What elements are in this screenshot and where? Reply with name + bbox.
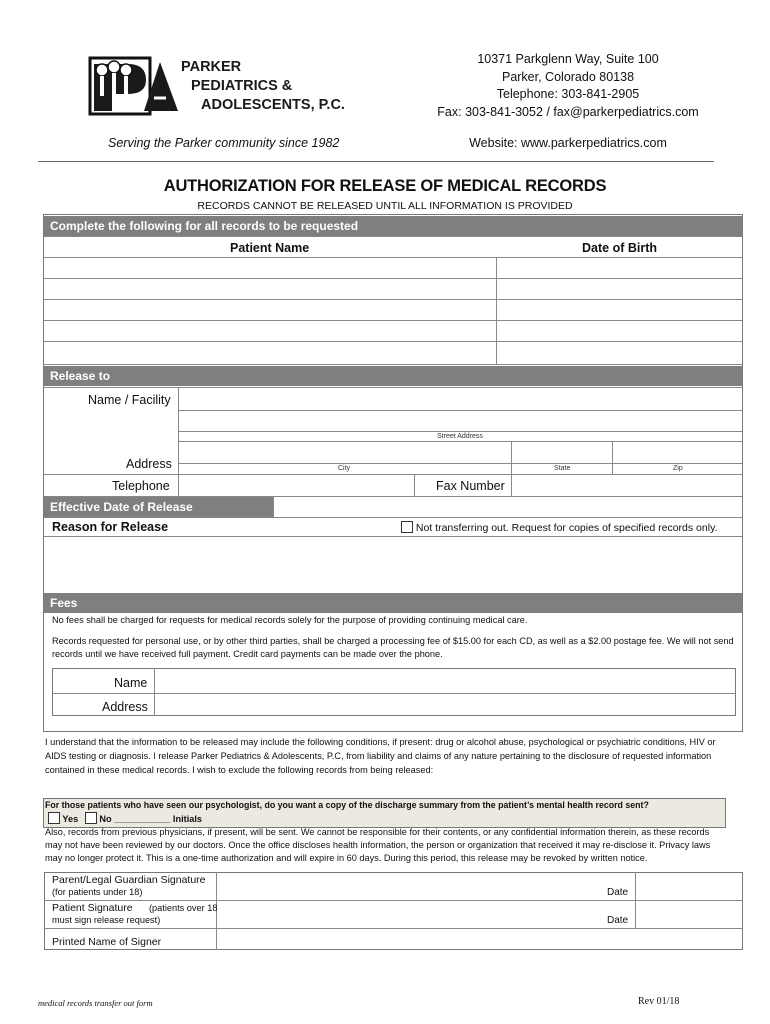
printed-name-label: Printed Name of Signer: [52, 936, 162, 948]
consent-text: contained in these medical records. I wish to exclude the following records from being released:: [45, 765, 434, 775]
state-label: State: [554, 465, 571, 472]
divider: [52, 693, 736, 694]
fees-text: No fees shall be charged for requests for medical records solely for the purpose of providing continuing medical care.: [52, 615, 528, 625]
street-address-label: Street Address: [437, 433, 483, 440]
divider: [44, 387, 742, 388]
effective-date-field[interactable]: [275, 498, 740, 516]
zip-label: Zip: [673, 465, 683, 472]
divider: [44, 928, 743, 929]
divider: [178, 441, 742, 442]
previous-records-text: may no longer protect it. This is a one-time authorization and will expire in 60 days. During this period, this release may be revoked by written notice.: [45, 853, 648, 863]
initials-label: ___________ Initials: [114, 814, 203, 824]
fees-band: Fees: [44, 593, 742, 613]
yes-label: Yes: [62, 814, 79, 824]
consent-text: I understand that the information to be released may include the following conditions, if present: drug or alcohol abuse, psychological or psychiatric conditions, HIV or: [45, 737, 716, 747]
tagline: Serving the Parker community since 1982: [108, 136, 340, 150]
yes-checkbox[interactable]: [48, 812, 60, 824]
consent-text: AIDS testing or diagnosis. I release Parker Pediatrics & Adolescents, P.C, from liability and claims of any nature pertaining to the disclosure of requested information: [45, 751, 712, 761]
divider: [44, 341, 742, 342]
fees-text: Records requested for personal use, or by other third parties, shall be charged a processing fee of $15.00 for each CD, as well as a $2.00 postage fee. We will not send: [52, 636, 734, 646]
effective-date-band: Effective Date of Release: [44, 497, 273, 517]
website: Website: www.parkerpediatrics.com: [469, 136, 667, 150]
city-field[interactable]: [180, 443, 509, 462]
divider: [44, 900, 743, 901]
patient-signature-label: Patient Signature: [52, 902, 133, 914]
logo-line: PEDIATRICS &: [191, 78, 293, 94]
patient-date-field[interactable]: [637, 902, 741, 927]
divider: [44, 364, 742, 365]
guardian-signature-field[interactable]: [218, 874, 598, 899]
printed-name-field[interactable]: [218, 930, 741, 949]
exclude-records-field[interactable]: [45, 778, 725, 796]
header-divider: [38, 161, 714, 162]
address-line: Parker, Colorado 80138: [501, 69, 635, 84]
telephone-label: Telephone: [112, 479, 170, 493]
fax: Fax: 303-841-3052 / fax@parkerpediatrics.com: [437, 104, 699, 119]
footer-form-name: medical records transfer out form: [38, 998, 153, 1008]
previous-records-text: Also, records from previous physicians, if present, will be sent. We cannot be responsible for their contents, or any confidential information therein, as these records: [45, 827, 710, 837]
divider: [44, 517, 742, 518]
release-to-band: Release to: [44, 366, 742, 386]
divider: [44, 278, 742, 279]
patient-name-header: Patient Name: [230, 241, 310, 255]
psych-answer-row: [48, 812, 202, 824]
address-label: Address: [126, 457, 172, 471]
psychologist-question: For those patients who have seen our psychologist, do you want a copy of the discharge summary from the patient’s mental health record sent?: [45, 800, 649, 810]
address-line: 10371 Parkglenn Way, Suite 100: [477, 52, 659, 66]
patient-signature-field[interactable]: [218, 902, 598, 927]
divider: [44, 236, 742, 237]
divider: [44, 474, 742, 475]
contact-block: [420, 51, 716, 121]
column-divider: [273, 497, 274, 517]
patient-name-field[interactable]: [46, 259, 494, 277]
patient-note: (patients over 18: [149, 903, 218, 913]
previous-records-text: may not have been reviewed by our doctors. Once the office discloses health information, the person or organization that received it may re-disclose it. Privacy laws: [45, 840, 711, 850]
reason-field[interactable]: [46, 538, 740, 591]
name-facility-field[interactable]: [180, 389, 740, 409]
divider: [178, 410, 742, 411]
telephone: Telephone: 303-841-2905: [496, 87, 640, 101]
payer-address-label: Address: [102, 700, 148, 714]
no-checkbox[interactable]: [85, 812, 97, 824]
state-field[interactable]: [513, 443, 610, 462]
column-divider: [496, 257, 497, 364]
payer-name-label: Name: [114, 676, 148, 690]
guardian-date-field[interactable]: [637, 874, 741, 899]
name-facility-label: Name / Facility: [88, 393, 171, 407]
divider: [178, 463, 742, 464]
parker-pediatrics-logo-icon: [88, 56, 180, 116]
column-divider: [511, 441, 512, 474]
column-divider: [511, 474, 512, 497]
column-divider: [612, 441, 613, 474]
telephone-field[interactable]: [180, 476, 412, 496]
divider: [44, 257, 742, 258]
street-address-field[interactable]: [180, 412, 740, 430]
logo-line: PARKER: [181, 59, 242, 75]
dob-field[interactable]: [498, 259, 740, 277]
divider: [44, 536, 742, 537]
patient-note: must sign release request): [52, 915, 161, 925]
dob-header: Date of Birth: [582, 241, 657, 255]
no-label: No: [99, 814, 112, 824]
column-divider: [178, 387, 179, 497]
fax-number-field[interactable]: [513, 476, 740, 496]
date-label: Date: [607, 915, 629, 926]
column-divider: [414, 474, 415, 497]
reason-label: Reason for Release: [52, 520, 169, 534]
records-band: Complete the following for all records to be requested: [44, 216, 742, 236]
logo-line: ADOLESCENTS, P.C.: [201, 97, 345, 113]
form-subtitle: RECORDS CANNOT BE RELEASED UNTIL ALL INFORMATION IS PROVIDED: [197, 200, 573, 212]
divider: [44, 299, 742, 300]
not-transferring-option[interactable]: [401, 521, 717, 534]
payer-name-field[interactable]: [156, 670, 734, 692]
not-transferring-checkbox[interactable]: [401, 521, 413, 533]
not-transferring-label: Not transferring out. Request for copies of specified records only.: [415, 522, 718, 534]
divider: [178, 431, 742, 432]
form-title: AUTHORIZATION FOR RELEASE OF MEDICAL RECORDS: [163, 177, 607, 195]
zip-field[interactable]: [614, 443, 740, 462]
fax-number-label: Fax Number: [436, 479, 505, 493]
date-label: Date: [607, 887, 629, 898]
payer-address-field[interactable]: [156, 695, 734, 715]
guardian-signature-label: Parent/Legal Guardian Signature: [52, 874, 206, 886]
fees-text: records until we have received full payment. Credit card payments can be made over the phone.: [52, 649, 443, 659]
footer-rev: Rev 01/18: [638, 996, 680, 1007]
logo-text: [181, 58, 345, 115]
city-label: City: [338, 465, 351, 472]
guardian-note: (for patients under 18): [52, 887, 143, 897]
divider: [44, 320, 742, 321]
column-divider: [154, 668, 155, 716]
